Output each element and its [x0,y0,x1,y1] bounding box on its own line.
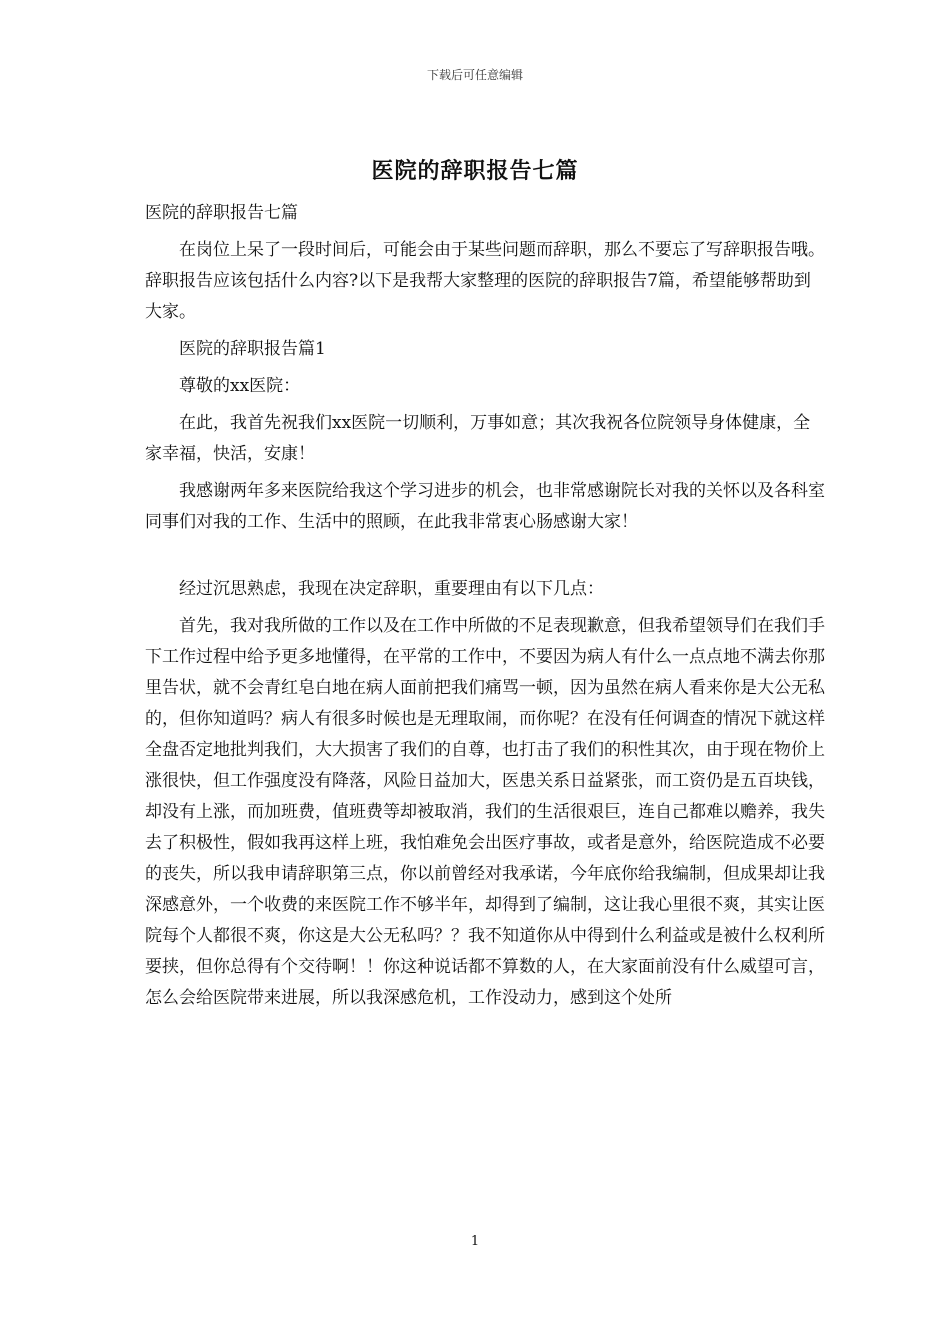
document-title: 医院的辞职报告七篇 [371,158,579,184]
page-number: 1 [470,1234,480,1249]
paragraph-reasons-body: 首先，我对我所做的工作以及在工作中所做的不足表现歉意，但我希望领导们在我们手下工作过程中给予更多地懂得，在平常的工作中，不要因为病人有什么一点点地不满去你那里告状，就不会青红皂白地在病人面前把我们痛骂一顿，因为虽然在病人看来你是大公无私的，但你知道吗？病人有很多时候也是无理取闹，而你呢？在没有任何调查的情况下就这样全盘否定地批判我们，大大损害了我们的自尊，也打击了我们的积性其次，由于现在物价上涨很快，但工作强度没有降落，风险日益加大，医患关系日益紧张，而工资仍是五百块钱，却没有上涨，而加班费，值班费等却被取消，我们的生活很艰巨，连自己都难以赡养，我失去了积极性，假如我再这样上班，我怕难免会出医疗事故，或者是意外，给医院造成不必要的丧失，所以我申请辞职第三点，你以前曾经对我承诺，今年底你给我编制，但成果却让我深感意外，一个收费的来医院工作不够半年，却得到了编制，这让我心里很不爽，其实让医院每个人都很不爽，你这是大公无私吗？？我不知道你从中得到什么利益或是被什么权利所要挟，但你总得有个交待啊！！你这种说话都不算数的人，在大家面前没有什么威望可言，怎么会给医院带来进展，所以我深感危机，工作没动力，感到这个处所 [145,616,825,1008]
paragraph-subtitle: 医院的辞职报告七篇 [145,203,298,223]
paragraph-salutation: 尊敬的xx医院： [179,376,301,396]
paragraph-thanks: 我感谢两年多来医院给我这个学习进步的机会，也非常感谢院长对我的关怀以及各科室同事们对我的工作、生活中的照顾，在此我非常衷心肠感谢大家！ [145,481,825,532]
paragraph-section-heading: 医院的辞职报告篇1 [179,339,326,359]
page-header-note: 下载后可任意编辑 [426,68,523,82]
paragraph-intro: 在岗位上呆了一段时间后，可能会由于某些问题而辞职，那么不要忘了写辞职报告哦。辞职报告应该包括什么内容?以下是我帮大家整理的医院的辞职报告7篇，希望能够帮助到大家。 [145,240,825,322]
document-body [145,198,825,1020]
paragraph-greeting: 在此，我首先祝我们xx医院一切顺利，万事如意；其次我祝各位院领导身体健康，全家幸福，快活，安康！ [145,413,811,464]
paragraph-reasons-intro: 经过沉思熟虑，我现在决定辞职，重要理由有以下几点： [179,579,604,599]
